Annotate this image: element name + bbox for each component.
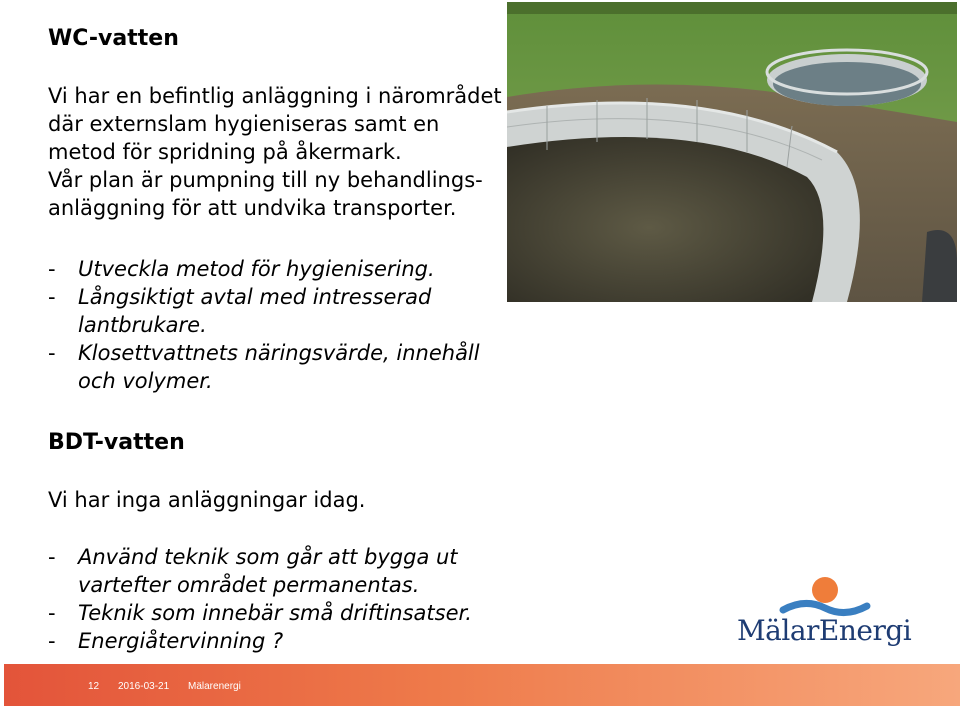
bullet-dash: -: [48, 341, 56, 365]
bullet-dash: -: [48, 545, 56, 569]
bullet-dash: -: [48, 257, 56, 281]
bullet-text: lantbrukare.: [78, 313, 207, 337]
wc-paragraph-line: Vår plan är pumpning till ny behandlings-: [48, 168, 483, 192]
wc-bullet-list: [48, 255, 480, 395]
footer-company: Mälarenergi: [188, 681, 241, 692]
treatment-plant-photo: [507, 2, 957, 302]
bullet-dash: -: [48, 629, 56, 653]
bdt-bullet-list: [48, 543, 472, 655]
bullet-text: och volymer.: [78, 369, 213, 393]
bullet-text: Använd teknik som går att bygga ut: [78, 545, 458, 569]
wc-heading: WC-vatten: [48, 26, 179, 51]
wc-paragraph-line: Vi har en befintlig anläggning i närområdet: [48, 84, 502, 108]
wc-paragraph: [48, 82, 518, 222]
footer-date: 2016-03-21: [118, 681, 170, 692]
bullet-text: Klosettvattnets näringsvärde, innehåll: [78, 341, 480, 365]
footer-page-number: 12: [88, 681, 100, 692]
bullet-dash: -: [48, 285, 56, 309]
bullet-dash: -: [48, 601, 56, 625]
bdt-paragraph: Vi har inga anläggningar idag.: [48, 488, 366, 512]
bdt-bullet-item: [48, 627, 472, 655]
wc-bullet-item: [48, 339, 480, 395]
footer-bar: [4, 664, 960, 706]
malarenergi-logo: [737, 576, 912, 662]
bdt-bullet-item: [48, 599, 472, 627]
bullet-text: vartefter området permanentas.: [78, 573, 420, 597]
wc-bullet-item: [48, 283, 480, 339]
bullet-text: Teknik som innebär små driftinsatser.: [78, 601, 472, 625]
bdt-bullet-item: [48, 543, 472, 599]
bullet-text: Långsiktigt avtal med intresserad: [78, 285, 432, 309]
bullet-text: Utveckla metod för hygienisering.: [78, 257, 435, 281]
bdt-heading: BDT-vatten: [48, 430, 185, 455]
logo-wordmark: MälarEnergi: [737, 614, 912, 647]
wc-paragraph-line: metod för spridning på åkermark.: [48, 140, 402, 164]
wc-paragraph-line: anläggning för att undvika transporter.: [48, 196, 457, 220]
wc-paragraph-line: där externslam hygieniseras samt en: [48, 112, 440, 136]
wc-bullet-item: [48, 255, 480, 283]
bullet-text: Energiåtervinning ?: [78, 629, 284, 653]
